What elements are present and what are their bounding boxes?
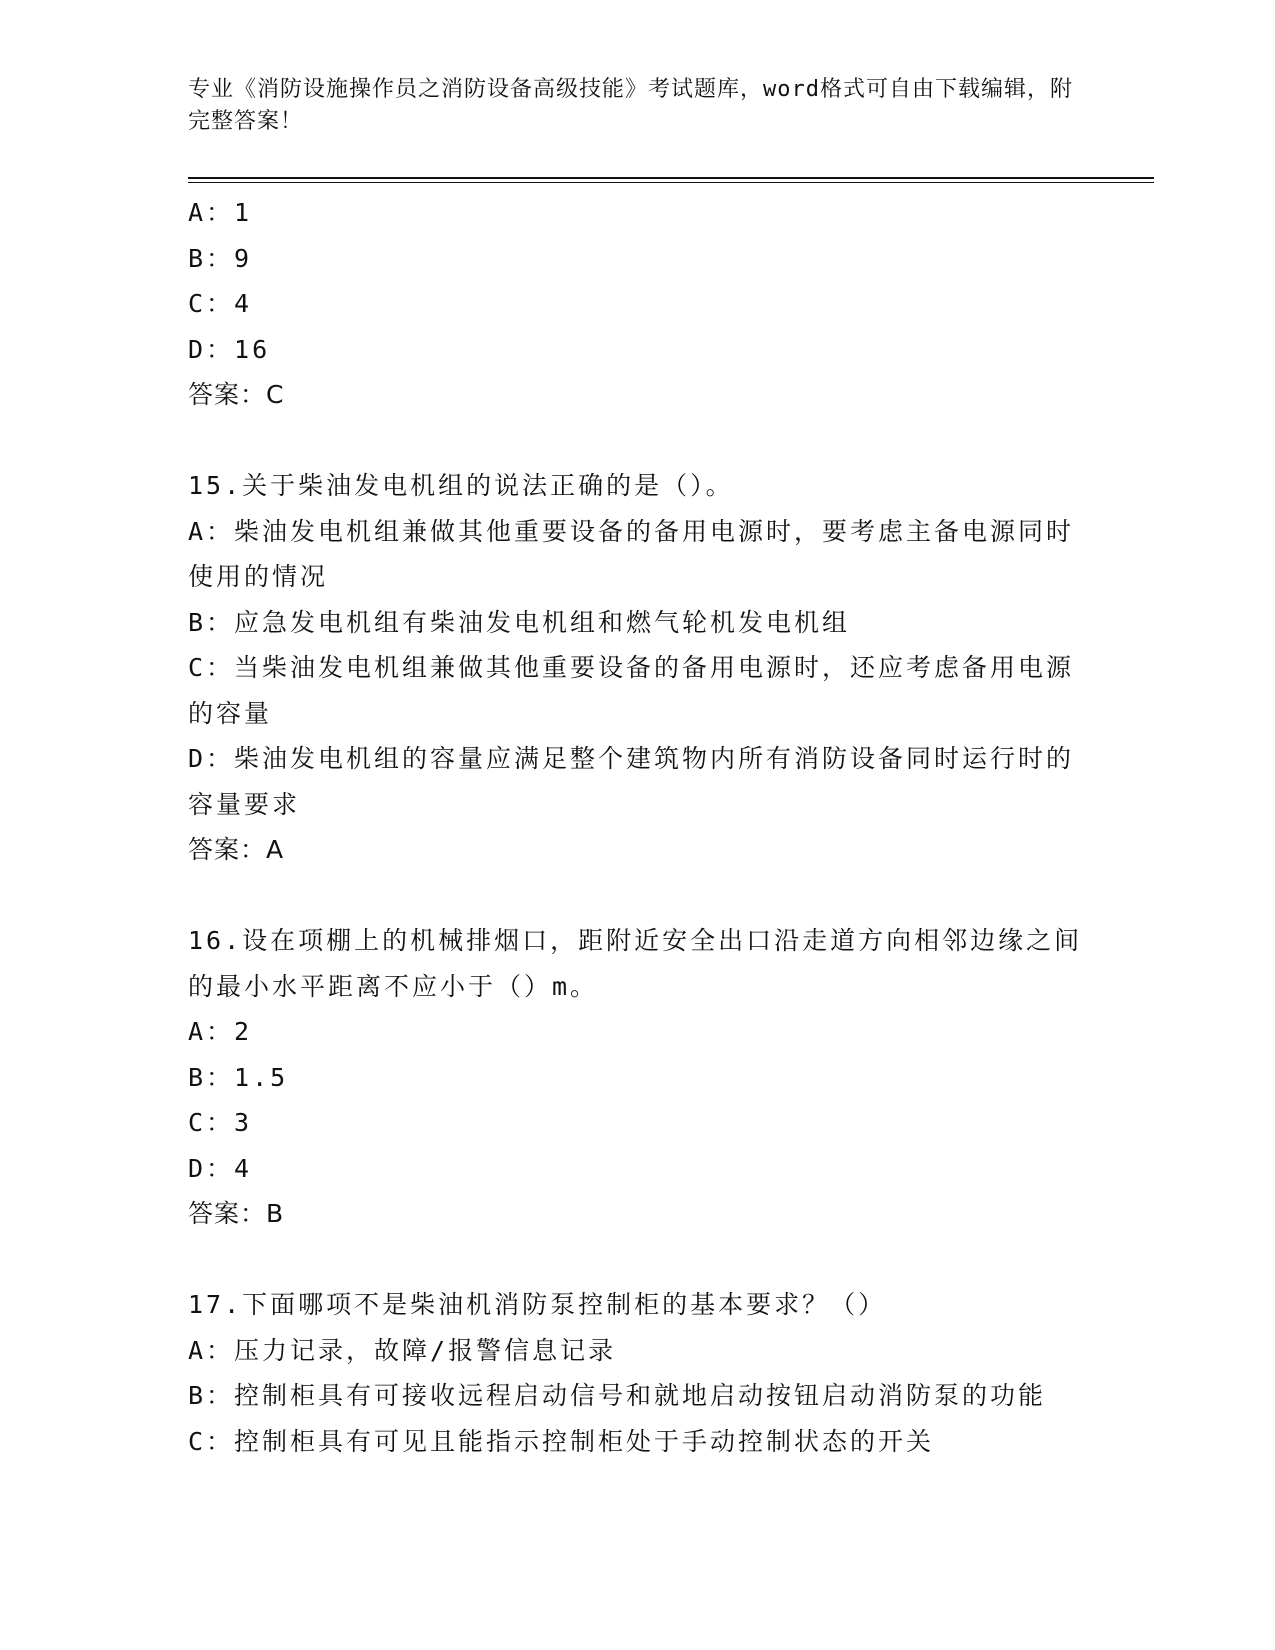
question-text: 17.下面哪项不是柴油机消防泵控制柜的基本要求？（） [188, 1290, 887, 1319]
question-14 [188, 190, 1088, 418]
option-d: D：柴油发电机组的容量应满足整个建筑物内所有消防设备同时运行时的容量要求 [188, 744, 1075, 819]
answer-line: 答案：C [188, 380, 285, 409]
option-d: D：16 [188, 334, 271, 364]
question-16 [188, 918, 1088, 1237]
option-a: A：柴油发电机组兼做其他重要设备的备用电源时，要考虑主备电源同时使用的情况 [188, 516, 1075, 591]
option-a: A：2 [188, 1017, 253, 1046]
option-a: A：1 [188, 198, 253, 227]
question-spacer [188, 418, 1088, 464]
question-17 [188, 1282, 1088, 1464]
question-spacer [188, 1237, 1088, 1283]
option-b: B：1.5 [188, 1062, 289, 1092]
question-spacer [188, 873, 1088, 919]
option-c: C：4 [188, 289, 253, 318]
answer-line: 答案：B [188, 1199, 285, 1228]
option-b: B：9 [188, 243, 253, 273]
header-divider-thick [188, 177, 1154, 179]
question-text: 15.关于柴油发电机组的说法正确的是（）。 [188, 471, 734, 500]
option-d: D：4 [188, 1153, 253, 1183]
option-c: C：3 [188, 1108, 253, 1137]
question-list [188, 190, 1088, 1464]
option-b: B：控制柜具有可接收远程启动信号和就地启动按钮启动消防泵的功能 [188, 1381, 1047, 1410]
header-divider-thin [188, 182, 1154, 183]
question-15 [188, 463, 1088, 873]
option-b: B：应急发电机组有柴油发电机组和燃气轮机发电机组 [188, 607, 851, 637]
document-header: 专业《消防设施操作员之消防设备高级技能》考试题库，word格式可自由下载编辑，附完整答案！ [188, 77, 1073, 134]
answer-line: 答案：A [188, 835, 285, 864]
question-text: 16.设在项棚上的机械排烟口，距附近安全出口沿走道方向相邻边缘之间的最小水平距离不应小于（）m。 [188, 926, 1083, 1001]
option-c: C：当柴油发电机组兼做其他重要设备的备用电源时，还应考虑备用电源的容量 [188, 653, 1075, 728]
option-c: C：控制柜具有可见且能指示控制柜处于手动控制状态的开关 [188, 1426, 935, 1456]
option-a: A：压力记录，故障/报警信息记录 [188, 1335, 617, 1365]
